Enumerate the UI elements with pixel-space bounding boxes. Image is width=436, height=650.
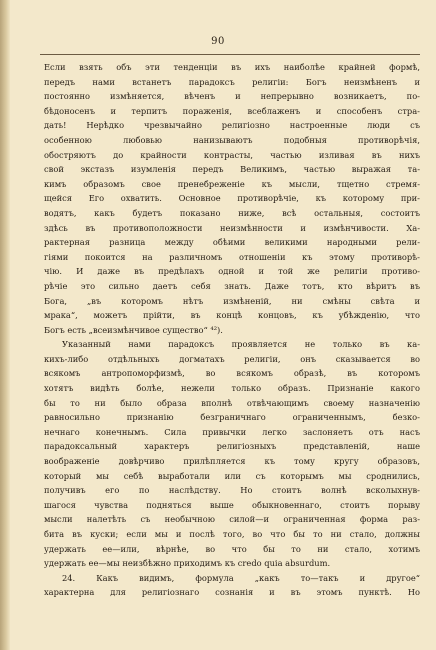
text-line: передъ нами встанетъ парадоксъ религіи: Богъ неизмѣненъ и	[44, 76, 420, 87]
text-line: Если взять объ эти тенденціи въ ихъ наиболѣе крайней формѣ,	[44, 62, 420, 72]
page-binding-edge	[0, 0, 10, 650]
text-line: свой экстазъ изумленія передъ Великимъ, частью выражая та-	[44, 164, 420, 175]
header-rule	[40, 54, 420, 55]
text-line: 24. Какъ видимъ, формула „какъ то—такъ и другое“	[62, 572, 420, 583]
text-line: Бога, „въ которомъ нѣтъ измѣненій, ни смѣны свѣта и	[44, 295, 420, 306]
text-line: воображеніе довѣрчиво прилѣпляется къ тому кругу образовъ,	[44, 456, 420, 467]
text-line: кимъ образомъ свое пренебреженіе къ мысли, тщетно стремя-	[44, 178, 420, 189]
text-line: равносильно признанію безграничнаго ограниченнымъ, безко-	[44, 412, 420, 423]
text-line: гіями покоится на различномъ отношеніи къ этому противорѣ-	[44, 251, 420, 262]
text-line: здѣсь въ противоположности неизмѣнности и измѣнчивости. Ха-	[44, 222, 420, 233]
body-text	[44, 60, 420, 600]
text-line: хотятъ видѣть болѣе, нежели только образъ. Признаніе какого	[44, 383, 420, 394]
text-line: всякомъ антропоморфизмѣ, во всякомъ образѣ, въ которомъ	[44, 368, 420, 379]
text-line: чію. И даже въ предѣлахъ одной и той же религіи противо-	[44, 266, 420, 277]
text-line: водятъ, какъ будетъ показано ниже, всѣ остальныя, состоитъ	[44, 207, 420, 218]
text-line: нечнаго конечнымъ. Сила привычки легко заслоняетъ отъ насъ	[44, 426, 420, 437]
text-line: рактерная разница между обѣими великими народными рели-	[44, 237, 420, 248]
text-line: дать! Нерѣдко чрезвычайно религіозно настроенные люди съ	[44, 120, 420, 131]
text-line: удержать ее—или, вѣрнѣе, во что бы то ни стало, хотимъ	[44, 543, 420, 554]
text-line: шагося чувства подняться выше обыкновеннаго, стоитъ порыву	[44, 499, 420, 510]
page-number: 90	[211, 36, 225, 47]
text-line: Указанный нами парадоксъ проявляется не только въ ка-	[62, 339, 420, 350]
text-line: особенною любовью нанизываютъ подобныя противорѣчія,	[44, 134, 420, 145]
text-line: щейся Его охватить. Основное противорѣчіе, къ которому при-	[44, 193, 420, 204]
text-line: постоянно измѣняется, вѣченъ и непрерывно возникаетъ, по-	[44, 91, 420, 102]
text-line: получивъ его по наслѣдству. Но стоитъ волнѣ всколыхнув-	[44, 485, 420, 496]
text-line: кихъ-либо отдѣльныхъ догматахъ религіи, онъ сказывается во	[44, 353, 420, 364]
text-line: удержать ее—мы неизбѣжно приходимъ къ credo quia absurdum.	[44, 558, 331, 569]
text-line: мысли налетѣть съ необычною силой—и ограниченная форма раз-	[44, 514, 420, 525]
text-line: бѣдоносенъ и терпитъ пораженія, всеблаженъ и способенъ стра-	[44, 105, 420, 116]
text-line: Богъ есть „всеизмѣнчивое существо“ ⁴²).	[44, 324, 223, 335]
text-line: парадоксальный характеръ религіозныхъ представленій, наше	[44, 441, 420, 452]
text-line: рѣчіе это сильно даетъ себя знать. Даже тотъ, кто вѣритъ въ	[44, 280, 420, 291]
text-line: который мы себѣ выработали или съ которымъ мы сроднились,	[44, 470, 420, 481]
text-line: бита въ куски; если мы и послѣ того, во что бы то ни стало, должны	[44, 529, 420, 539]
text-line: характерна для религіознаго сознанія и въ этомъ пунктѣ. Но	[44, 587, 420, 598]
text-line: бы то ни было образа вполнѣ отвѣчающимъ своему назначенію	[44, 397, 420, 408]
text-line: обостряютъ до крайности контрасты, частью изливая въ нихъ	[44, 149, 420, 160]
text-line: мрака“, можетъ прійти, въ концѣ концовъ, къ убѣжденію, что	[44, 310, 420, 321]
